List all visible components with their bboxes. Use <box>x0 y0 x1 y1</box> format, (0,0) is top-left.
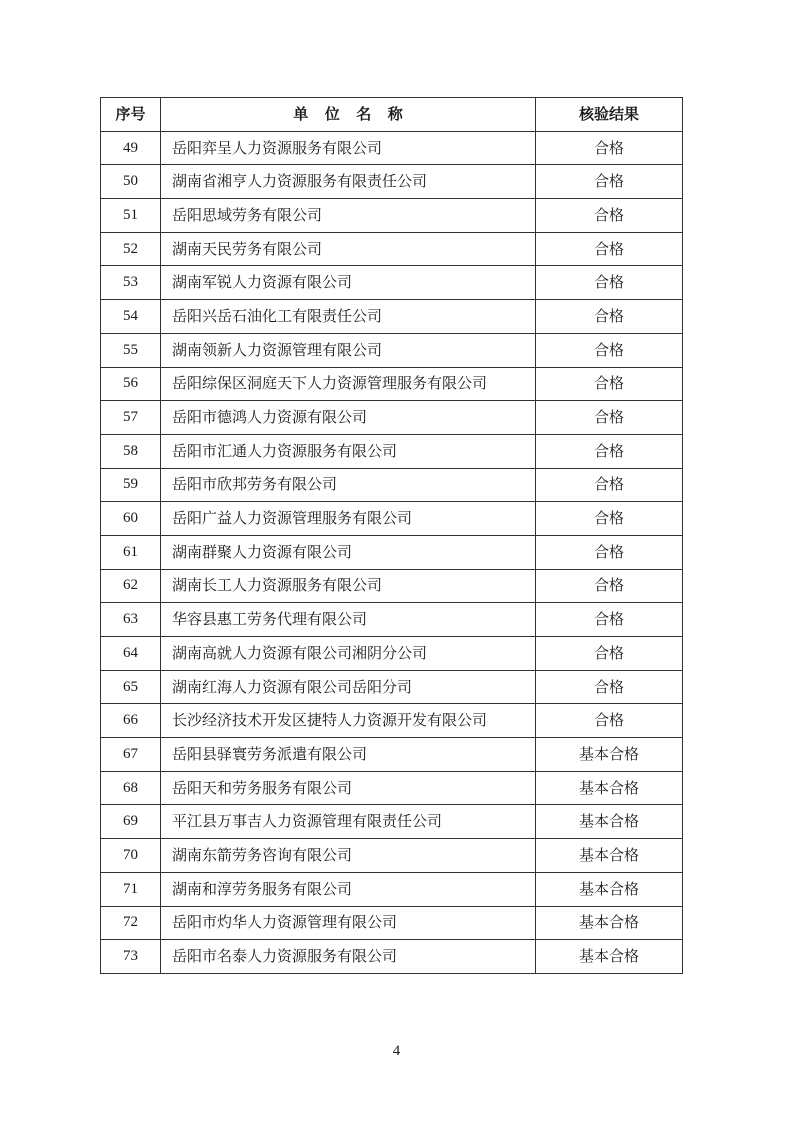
table-row <box>101 603 683 637</box>
verification-result-cell: 合格 <box>536 468 683 502</box>
verification-result-cell: 合格 <box>536 401 683 435</box>
serial-number-cell: 72 <box>101 906 161 940</box>
verification-result-cell: 合格 <box>536 367 683 401</box>
table-row <box>101 704 683 738</box>
table-row <box>101 839 683 873</box>
unit-name-cell: 岳阳天和劳务服务有限公司 <box>161 771 536 805</box>
unit-name-cell: 湖南红海人力资源有限公司岳阳分司 <box>161 670 536 704</box>
serial-number-cell: 55 <box>101 333 161 367</box>
table-row <box>101 300 683 334</box>
verification-result-cell: 合格 <box>536 502 683 536</box>
table-row <box>101 333 683 367</box>
table-row <box>101 940 683 974</box>
unit-name-cell: 华容县惠工劳务代理有限公司 <box>161 603 536 637</box>
table-row <box>101 266 683 300</box>
verification-results-table <box>100 97 683 974</box>
unit-name-cell: 岳阳市德鸿人力资源有限公司 <box>161 401 536 435</box>
verification-result-cell: 基本合格 <box>536 771 683 805</box>
verification-result-cell: 基本合格 <box>536 839 683 873</box>
serial-number-cell: 68 <box>101 771 161 805</box>
serial-number-cell: 52 <box>101 232 161 266</box>
table-header-row <box>101 98 683 132</box>
unit-name-cell: 湖南长工人力资源服务有限公司 <box>161 569 536 603</box>
table-row <box>101 367 683 401</box>
table-row <box>101 131 683 165</box>
serial-number-cell: 58 <box>101 434 161 468</box>
unit-name-cell: 湖南领新人力资源管理有限公司 <box>161 333 536 367</box>
verification-result-cell: 基本合格 <box>536 872 683 906</box>
verification-result-cell: 合格 <box>536 704 683 738</box>
unit-name-cell: 岳阳广益人力资源管理服务有限公司 <box>161 502 536 536</box>
serial-number-cell: 57 <box>101 401 161 435</box>
serial-number-cell: 73 <box>101 940 161 974</box>
unit-name-cell: 长沙经济技术开发区捷特人力资源开发有限公司 <box>161 704 536 738</box>
table-row <box>101 165 683 199</box>
serial-number-cell: 69 <box>101 805 161 839</box>
verification-result-cell: 基本合格 <box>536 940 683 974</box>
serial-number-cell: 61 <box>101 535 161 569</box>
unit-name-cell: 湖南天民劳务有限公司 <box>161 232 536 266</box>
unit-name-cell: 岳阳兴岳石油化工有限责任公司 <box>161 300 536 334</box>
serial-number-cell: 70 <box>101 839 161 873</box>
verification-result-cell: 合格 <box>536 232 683 266</box>
table-row <box>101 401 683 435</box>
unit-name-cell: 岳阳市汇通人力资源服务有限公司 <box>161 434 536 468</box>
verification-result-cell: 合格 <box>536 670 683 704</box>
verification-result-cell: 合格 <box>536 637 683 671</box>
table-row <box>101 670 683 704</box>
serial-number-cell: 66 <box>101 704 161 738</box>
table-row <box>101 738 683 772</box>
page-number: 4 <box>392 1043 401 1059</box>
verification-result-cell: 合格 <box>536 603 683 637</box>
serial-number-cell: 54 <box>101 300 161 334</box>
table-row <box>101 805 683 839</box>
serial-number-cell: 63 <box>101 603 161 637</box>
verification-result-cell: 合格 <box>536 266 683 300</box>
serial-number-cell: 59 <box>101 468 161 502</box>
serial-number-cell: 67 <box>101 738 161 772</box>
table-row <box>101 232 683 266</box>
unit-name-cell: 岳阳思域劳务有限公司 <box>161 199 536 233</box>
unit-name-cell: 平江县万事吉人力资源管理有限责任公司 <box>161 805 536 839</box>
serial-number-cell: 49 <box>101 131 161 165</box>
serial-number-cell: 53 <box>101 266 161 300</box>
unit-name-cell: 岳阳市名泰人力资源服务有限公司 <box>161 940 536 974</box>
header-serial-number: 序号 <box>101 98 161 132</box>
table-row <box>101 535 683 569</box>
serial-number-cell: 64 <box>101 637 161 671</box>
serial-number-cell: 50 <box>101 165 161 199</box>
unit-name-cell: 岳阳市欣邦劳务有限公司 <box>161 468 536 502</box>
unit-name-cell: 岳阳市灼华人力资源管理有限公司 <box>161 906 536 940</box>
table-row <box>101 434 683 468</box>
unit-name-cell: 岳阳县驿寰劳务派遣有限公司 <box>161 738 536 772</box>
unit-name-cell: 湖南群聚人力资源有限公司 <box>161 535 536 569</box>
unit-name-cell: 岳阳弈呈人力资源服务有限公司 <box>161 131 536 165</box>
table-row <box>101 199 683 233</box>
table-body <box>101 131 683 973</box>
table-row <box>101 872 683 906</box>
verification-result-cell: 基本合格 <box>536 906 683 940</box>
serial-number-cell: 56 <box>101 367 161 401</box>
verification-result-cell: 合格 <box>536 199 683 233</box>
unit-name-cell: 湖南省湘亨人力资源服务有限责任公司 <box>161 165 536 199</box>
serial-number-cell: 60 <box>101 502 161 536</box>
verification-result-cell: 合格 <box>536 569 683 603</box>
table-row <box>101 637 683 671</box>
table-row <box>101 468 683 502</box>
header-unit-name: 单位名称 <box>161 98 536 132</box>
serial-number-cell: 65 <box>101 670 161 704</box>
serial-number-cell: 62 <box>101 569 161 603</box>
verification-result-cell: 合格 <box>536 434 683 468</box>
verification-result-cell: 合格 <box>536 333 683 367</box>
table-row <box>101 906 683 940</box>
table-row <box>101 502 683 536</box>
table-row <box>101 771 683 805</box>
serial-number-cell: 71 <box>101 872 161 906</box>
unit-name-cell: 湖南和淳劳务服务有限公司 <box>161 872 536 906</box>
verification-result-cell: 合格 <box>536 535 683 569</box>
verification-result-cell: 合格 <box>536 131 683 165</box>
verification-result-cell: 合格 <box>536 165 683 199</box>
verification-result-cell: 基本合格 <box>536 738 683 772</box>
header-verification-result: 核验结果 <box>536 98 683 132</box>
unit-name-cell: 湖南军锐人力资源有限公司 <box>161 266 536 300</box>
verification-result-cell: 合格 <box>536 300 683 334</box>
serial-number-cell: 51 <box>101 199 161 233</box>
unit-name-cell: 岳阳综保区洞庭天下人力资源管理服务有限公司 <box>161 367 536 401</box>
unit-name-cell: 湖南高就人力资源有限公司湘阴分公司 <box>161 637 536 671</box>
verification-result-cell: 基本合格 <box>536 805 683 839</box>
unit-name-cell: 湖南东箭劳务咨询有限公司 <box>161 839 536 873</box>
table-row <box>101 569 683 603</box>
